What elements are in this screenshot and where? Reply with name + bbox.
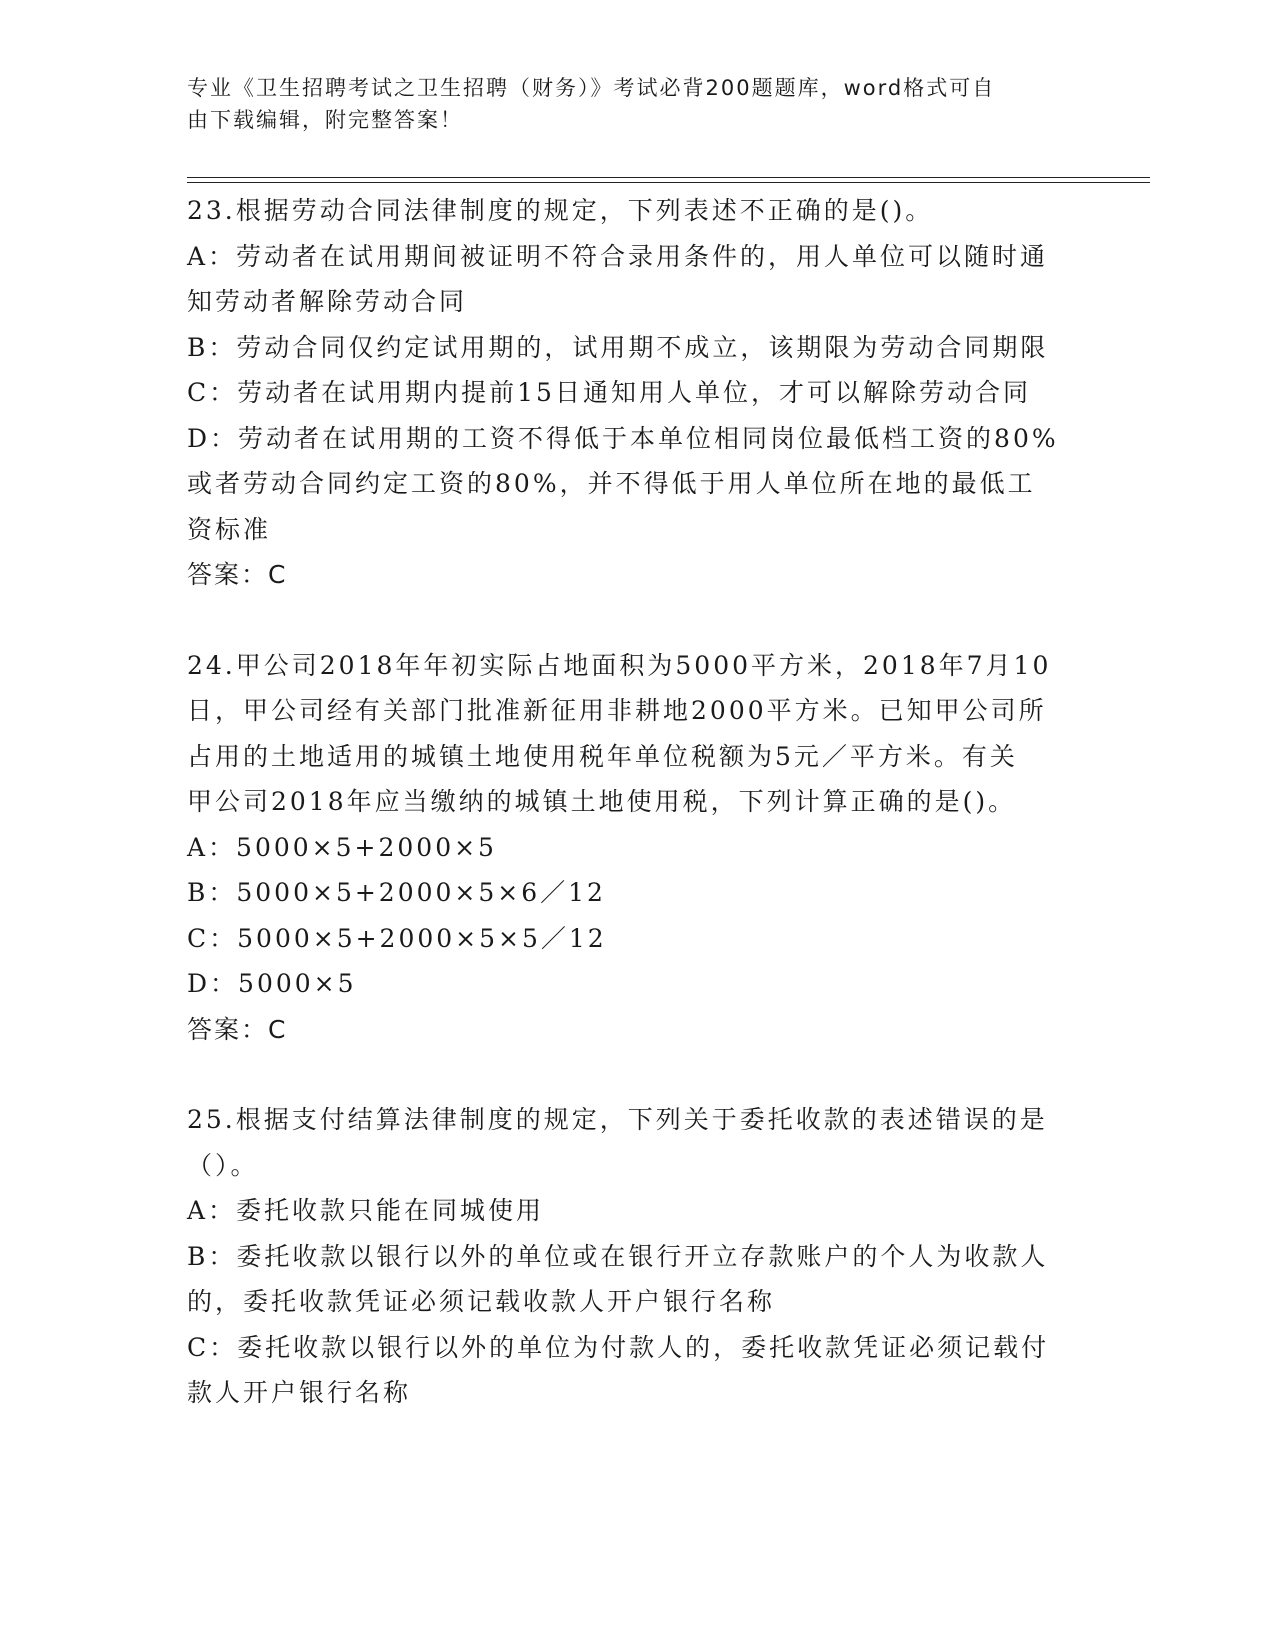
- question-25: [187, 1097, 1077, 1416]
- header-line: 由下载编辑，附完整答案！: [187, 108, 463, 132]
- question-24: [187, 643, 1077, 1053]
- header-line: 专业《卫生招聘考试之卫生招聘（财务）》考试必背200题题库，word格式可自: [187, 76, 996, 100]
- question-list: [187, 188, 1077, 1461]
- question-23: [187, 188, 1077, 598]
- option-d-continued: 或者劳动合同约定工资的80%，并不得低于用人单位所在地的最低工: [187, 469, 1036, 498]
- answer: 答案：C: [187, 1014, 288, 1044]
- option-d: D：5000×5: [187, 969, 357, 998]
- question-text-continued: 甲公司2018年应当缴纳的城镇土地使用税，下列计算正确的是()。: [187, 787, 1017, 816]
- option-a: A：委托收款只能在同城使用: [187, 1196, 545, 1225]
- header-divider-top: [187, 177, 1150, 178]
- question-text: 23.根据劳动合同法律制度的规定，下列表述不正确的是()。: [187, 196, 934, 225]
- option-c: C：5000×5+2000×5×5／12: [187, 923, 607, 953]
- option-b: B：5000×5+2000×5×6／12: [187, 878, 606, 907]
- option-c-continued: 款人开户银行名称: [187, 1378, 412, 1407]
- document-header: [187, 72, 1067, 136]
- question-text-continued: 占用的土地适用的城镇土地使用税年单位税额为5元／平方米。有关: [187, 741, 1018, 771]
- option-b: B：劳动合同仅约定试用期的，试用期不成立，该期限为劳动合同期限: [187, 332, 1049, 362]
- option-a: A：5000×5+2000×5: [187, 832, 497, 862]
- answer: 答案：C: [187, 560, 288, 589]
- option-d: D：劳动者在试用期的工资不得低于本单位相同岗位最低档工资的80%: [187, 423, 1059, 453]
- option-a-continued: 知劳动者解除劳动合同: [187, 287, 468, 316]
- option-c: C：委托收款以银行以外的单位为付款人的，委托收款凭证必须记载付: [187, 1332, 1050, 1362]
- option-d-continued: 资标准: [187, 514, 272, 544]
- option-c: C：劳动者在试用期内提前15日通知用人单位，才可以解除劳动合同: [187, 378, 1031, 407]
- question-text: 24.甲公司2018年年初实际占地面积为5000平方米，2018年7月10: [187, 650, 1052, 680]
- option-a: A：劳动者在试用期间被证明不符合录用条件的，用人单位可以随时通: [187, 241, 1049, 271]
- option-b-continued: 的，委托收款凭证必须记载收款人开户银行名称: [187, 1287, 776, 1316]
- option-b: B：委托收款以银行以外的单位或在银行开立存款账户的个人为收款人: [187, 1241, 1049, 1271]
- header-divider-bottom: [187, 182, 1150, 183]
- question-text-continued: 日，甲公司经有关部门批准新征用非耕地2000平方米。已知甲公司所: [187, 696, 1047, 725]
- question-text-continued: （）。: [187, 1150, 259, 1180]
- question-text: 25.根据支付结算法律制度的规定，下列关于委托收款的表述错误的是: [187, 1105, 1048, 1134]
